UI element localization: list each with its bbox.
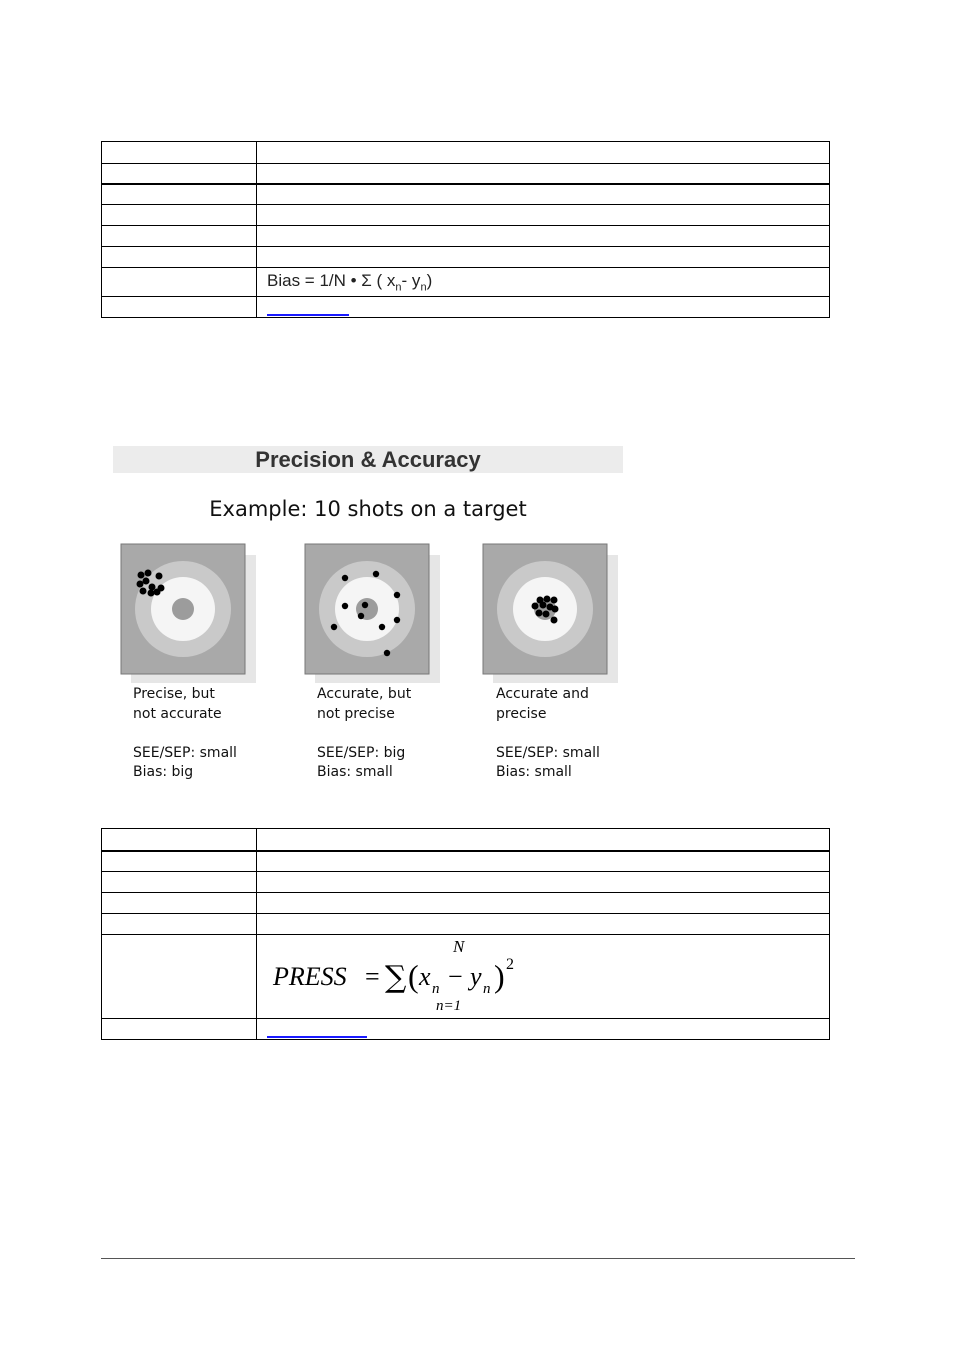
definition-table-bias: [101, 141, 830, 318]
figure-title: Precision & Accuracy: [113, 446, 623, 473]
caption-line: not accurate: [133, 705, 222, 722]
press-formula-cell: [257, 935, 830, 1019]
press-x-sub: n: [432, 981, 440, 997]
table-cell-value: [257, 205, 830, 226]
table-cell-value: [257, 914, 830, 935]
table-row: [102, 247, 830, 268]
table-row: [102, 164, 830, 184]
table-cell-value: [257, 247, 830, 268]
press-upper-limit: N: [453, 937, 465, 956]
caption-line: SEE/SEP: small: [133, 744, 237, 761]
press-sigma: ∑: [385, 960, 407, 995]
table-cell-key: [102, 142, 257, 164]
table-row: [102, 851, 830, 872]
table-cell-value: [257, 164, 830, 184]
table-row: [102, 205, 830, 226]
press-y-sub: n: [483, 981, 491, 997]
table-cell-key: [102, 851, 257, 872]
table-cell-key: [102, 829, 257, 851]
table-cell-value: [257, 226, 830, 247]
caption-line: Accurate and: [496, 686, 589, 702]
table-cell-value: [257, 851, 830, 872]
caption-line: Bias: small: [317, 764, 393, 780]
table-cell-value: [257, 872, 830, 893]
press-exponent: 2: [506, 956, 514, 973]
table-cell-link: [257, 297, 830, 318]
caption-line: Bias: big: [133, 764, 194, 780]
caption-line: SEE/SEP: small: [496, 744, 600, 761]
table-row: [102, 142, 830, 164]
press-lower-limit: n=1: [436, 998, 462, 1014]
table-cell-value: [257, 142, 830, 164]
caption-line: Bias: small: [496, 764, 572, 780]
press-lhs: PRESS: [273, 962, 347, 991]
target-caption-3: [496, 685, 600, 783]
bias-formula: [257, 268, 830, 297]
table-cell-key: [102, 872, 257, 893]
table-cell-key: [102, 268, 257, 297]
target-caption-1: [133, 685, 237, 783]
table-row: [102, 184, 830, 205]
definition-table-press: [101, 828, 830, 1040]
target-caption-2: [317, 685, 411, 783]
bias-formula-sub: n: [420, 281, 427, 294]
press-equals: =: [365, 962, 380, 991]
footer-rule: [101, 1258, 855, 1259]
bias-formula-prefix: Bias = 1/N • Σ ( x: [267, 270, 396, 290]
press-open-paren: (: [408, 958, 419, 994]
table-row-link: [102, 297, 830, 318]
press-y: y: [470, 962, 482, 991]
table-cell-key: [102, 164, 257, 184]
table-cell-value: [257, 829, 830, 851]
target-image-precise: [120, 543, 260, 685]
table-cell-key: [102, 226, 257, 247]
caption-line: SEE/SEP: big: [317, 744, 406, 761]
table-row: [102, 226, 830, 247]
table-cell-value: [257, 893, 830, 914]
hyperlink[interactable]: [267, 314, 349, 316]
table-cell-link: [257, 1019, 830, 1040]
caption-line: Precise, but: [133, 686, 215, 702]
table-cell-value: [257, 184, 830, 205]
table-cell-key: [102, 935, 257, 1019]
table-cell-key: [102, 893, 257, 914]
table-row-link: [102, 1019, 830, 1040]
table-cell-key: [102, 205, 257, 226]
target-image-accurate: [304, 543, 444, 685]
caption-line: not precise: [317, 705, 395, 722]
table-row-formula: [102, 935, 830, 1019]
table-row: [102, 914, 830, 935]
table-row: [102, 893, 830, 914]
table-row: [102, 872, 830, 893]
figure-subtitle: Example: 10 shots on a target: [209, 497, 527, 521]
press-x: x: [419, 962, 431, 991]
table-cell-key: [102, 1019, 257, 1040]
table-cell-key: [102, 184, 257, 205]
bias-formula-sub: n: [395, 281, 402, 294]
table-cell-key: [102, 297, 257, 318]
hyperlink[interactable]: [267, 1036, 367, 1038]
table-cell-key: [102, 247, 257, 268]
press-close-paren: ): [494, 958, 505, 994]
caption-line: precise: [496, 705, 547, 722]
target-image-accurate-precise: [482, 543, 622, 685]
caption-line: Accurate, but: [317, 686, 412, 702]
bias-formula-suffix: ): [426, 270, 433, 290]
bias-formula-middle: - y: [401, 270, 421, 290]
press-minus: −: [448, 962, 463, 991]
table-row: [102, 829, 830, 851]
table-cell-key: [102, 914, 257, 935]
press-formula: [267, 935, 527, 1017]
table-row-formula: [102, 268, 830, 297]
